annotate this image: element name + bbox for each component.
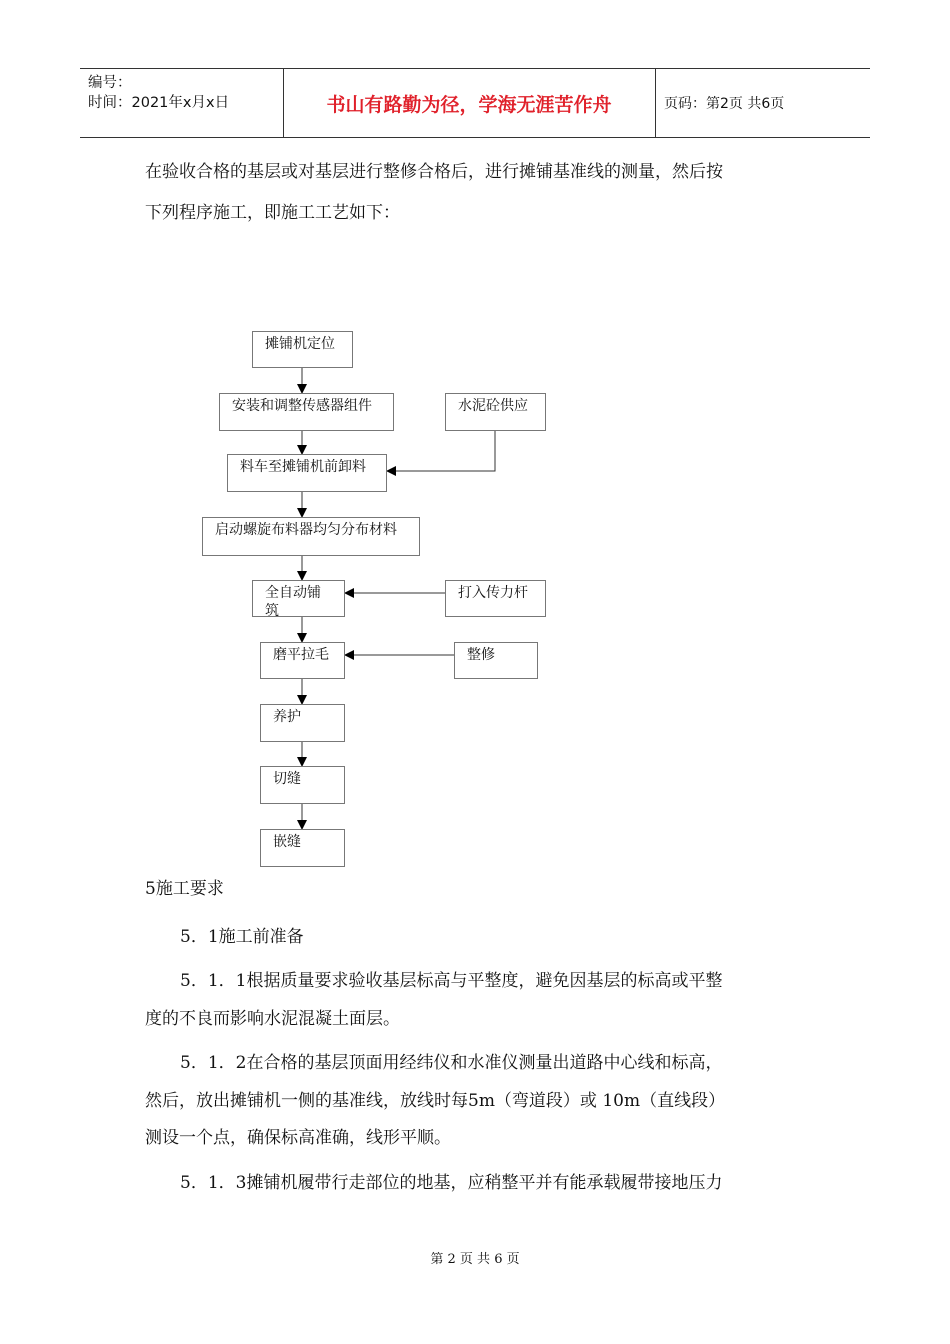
page-footer: 第 2 页 共 6 页 xyxy=(430,1252,520,1267)
step-paver-positioning: 摊铺机定位 xyxy=(252,331,353,368)
step-spiral-distributor: 启动螺旋布料器均匀分布材料 xyxy=(202,517,420,556)
time-label: 时间：2021年x月x日 xyxy=(88,95,230,111)
section-5-1-2-line-1: 5．1．2在合格的基层顶面用经纬仪和水准仪测量出道路中心线和标高， xyxy=(180,1053,723,1073)
input-trimming: 整修 xyxy=(454,642,538,679)
intro-line-1: 在验收合格的基层或对基层进行整修合格后，进行摊铺基准线的测量，然后按 xyxy=(145,162,723,182)
header-page-number: 页码：第2页 共6页 xyxy=(664,96,785,112)
step-joint-sealing: 嵌缝 xyxy=(260,829,345,867)
step-curing: 养护 xyxy=(260,704,345,742)
section-5-1-1-line-2: 度的不良而影响水泥混凝土面层。 xyxy=(145,1009,400,1029)
step-install-sensors: 安装和调整传感器组件 xyxy=(219,393,394,431)
intro-line-2: 下列程序施工，即施工工艺如下： xyxy=(145,203,400,223)
step-auto-paving: 全自动铺筑 xyxy=(252,580,345,617)
step-truck-unload: 料车至摊铺机前卸料 xyxy=(227,454,387,492)
step-smoothing-texturing: 磨平拉毛 xyxy=(260,642,345,679)
section-5-heading: 5施工要求 xyxy=(145,879,224,899)
arrow-from-concrete-supply xyxy=(387,431,495,471)
section-5-1-3-line-1: 5．1．3摊铺机履带行走部位的地基，应稍整平并有能承载履带接地压力 xyxy=(180,1173,723,1193)
input-dowel-bars: 打入传力杆 xyxy=(445,580,546,617)
section-5-1-1-line-1: 5．1．1根据质量要求验收基层标高与平整度，避免因基层的标高或平整 xyxy=(180,971,723,991)
step-joint-cutting: 切缝 xyxy=(260,766,345,804)
input-concrete-supply: 水泥砼供应 xyxy=(445,393,546,431)
section-5-1-2-line-2: 然后，放出摊铺机一侧的基准线，放线时每5m（弯道段）或 10m（直线段） xyxy=(145,1091,726,1111)
code-label: 编号： xyxy=(88,75,132,91)
section-5-1-2-line-3: 测设一个点，确保标高准确，线形平顺。 xyxy=(145,1128,451,1148)
section-5-1-heading: 5．1施工前准备 xyxy=(180,927,304,947)
header-motto: 书山有路勤为径，学海无涯苦作舟 xyxy=(326,93,612,116)
